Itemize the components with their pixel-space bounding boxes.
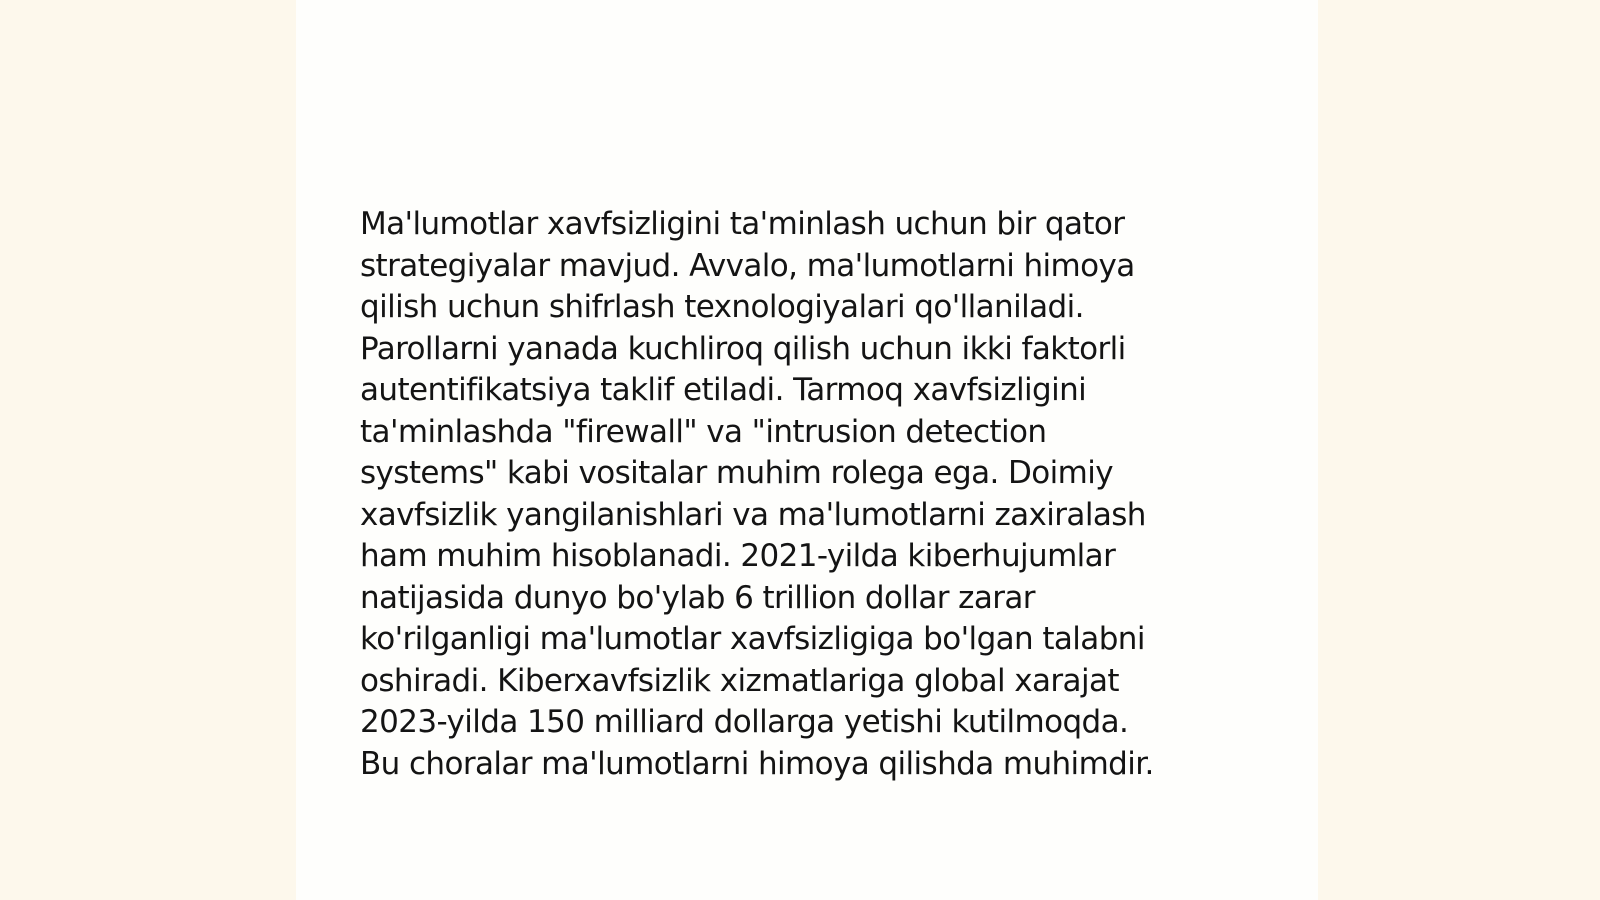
paragraph-line: systems" kabi vositalar muhim rolega ega. Doimiy xyxy=(360,455,1113,491)
paragraph-line: oshiradi. Kiberxavfsizlik xizmatlariga global xarajat xyxy=(360,662,1119,699)
paragraph-line: strategiyalar mavjud. Avvalo, ma'lumotlarni himoya xyxy=(360,247,1135,284)
paragraph-line: ko'rilganligi ma'lumotlar xavfsizligiga bo'lgan talabni xyxy=(360,621,1145,657)
paragraph-line: 2023-yilda 150 milliard dollarga yetishi kutilmoqda. xyxy=(360,704,1129,740)
paragraph-line: Bu choralar ma'lumotlarni himoya qilishda muhimdir. xyxy=(360,745,1154,782)
paragraph-line: ta'minlashda "firewall" va "intrusion detection xyxy=(360,413,1047,450)
paragraph-line: ham muhim hisoblanadi. 2021-yilda kiberhujumlar xyxy=(360,538,1116,574)
paragraph-line: Ma'lumotlar xavfsizligini ta'minlash uchun bir qator xyxy=(360,206,1125,242)
document-page xyxy=(296,0,1318,900)
paragraph-line: natijasida dunyo bo'ylab 6 trillion dollar zarar xyxy=(360,579,1035,616)
paragraph-line: xavfsizlik yangilanishlari va ma'lumotlarni zaxiralash xyxy=(360,496,1146,533)
paragraph-line: Parollarni yanada kuchliroq qilish uchun ikki faktorli xyxy=(360,330,1126,367)
paragraph-line: autentifikatsiya taklif etiladi. Tarmoq xavfsizligini xyxy=(360,372,1087,408)
paragraph-line: qilish uchun shifrlash texnologiyalari qo'llaniladi. xyxy=(360,289,1084,325)
body-paragraph xyxy=(360,204,1260,785)
